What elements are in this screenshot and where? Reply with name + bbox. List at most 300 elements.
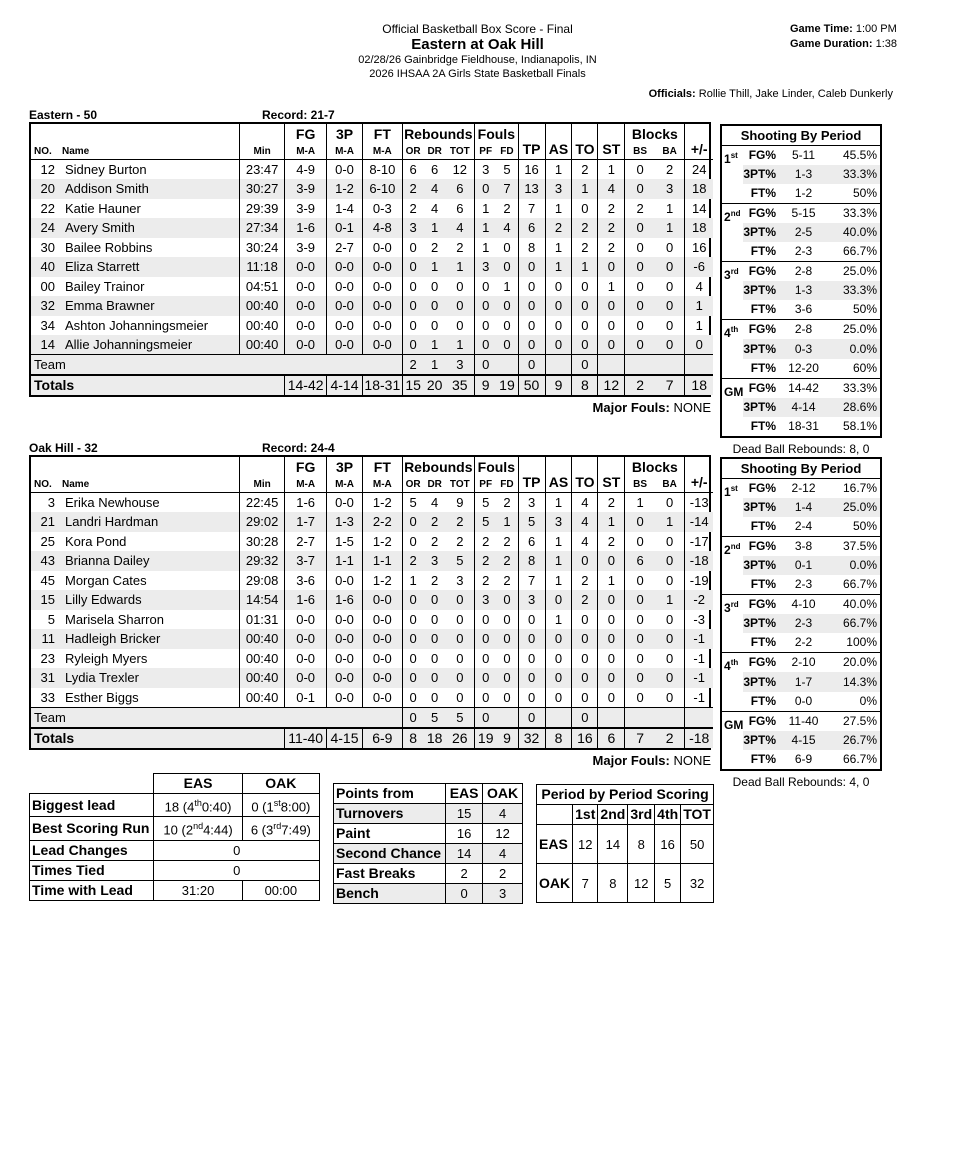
shooting-percent: 14.3%	[831, 672, 881, 691]
player-ba: 0	[655, 551, 685, 571]
player-fg: 2-7	[285, 532, 326, 552]
player-tp: 0	[518, 610, 545, 630]
points-from-oak-value: 4	[483, 844, 523, 864]
best-run-eas: 10 (2nd4:44)	[154, 817, 242, 840]
player-dr: 2	[431, 239, 439, 255]
player-as: 0	[545, 668, 572, 688]
totals-ba: 7	[655, 375, 685, 395]
col-3p-ma: M-A	[326, 144, 362, 160]
shooting-row	[721, 498, 881, 517]
lead-changes-value: 0	[154, 840, 320, 860]
shooting-period: 4th	[721, 653, 743, 711]
player-tot: 5	[446, 551, 475, 571]
player-no: 40	[31, 257, 59, 277]
shooting-row	[721, 398, 881, 417]
dead-ball-rebounds: Dead Ball Rebounds: 4, 0	[732, 774, 870, 789]
shooting-row	[721, 378, 881, 398]
player-or: 0	[402, 532, 424, 552]
col-ba: BA	[662, 479, 677, 490]
player-row	[31, 296, 713, 316]
player-pm: -17	[685, 532, 713, 552]
player-to: 0	[572, 688, 598, 708]
player-min: 04:51	[239, 277, 285, 297]
player-bs: 0	[625, 668, 655, 688]
shooting-row	[721, 417, 881, 437]
player-min: 00:40	[239, 296, 285, 316]
shooting-made-attempted: 1-4	[776, 498, 831, 517]
player-pf: 1	[475, 218, 497, 238]
shooting-title: Shooting By Period	[740, 460, 862, 476]
player-or: 0	[402, 668, 424, 688]
points-from-eas-value: 0	[446, 884, 483, 904]
team-row	[31, 707, 713, 728]
player-fg: 0-0	[285, 277, 326, 297]
totals-to: 8	[572, 375, 598, 395]
player-pf: 0	[475, 335, 497, 355]
col-fg-ma: M-A	[285, 144, 326, 160]
points-from-row	[334, 884, 523, 904]
player-tot: 2	[456, 533, 464, 549]
shooting-row	[721, 536, 881, 556]
player-st: 4	[598, 179, 625, 199]
player-to: 0	[572, 277, 598, 297]
player-pf: 0	[475, 277, 497, 297]
player-tot: 3	[456, 572, 464, 588]
shooting-by-period	[720, 124, 882, 438]
points-from-eas: EAS	[446, 784, 483, 804]
player-pf: 0	[475, 629, 497, 649]
player-name: Eliza Starrett	[59, 257, 239, 277]
report-subtitle: Official Basketball Box Score - Final	[382, 22, 573, 36]
totals-or: 8	[402, 728, 424, 748]
shooting-by-period	[720, 457, 882, 771]
totals-pf: 19	[475, 728, 497, 748]
shooting-stat: 3PT%	[743, 398, 776, 417]
shooting-row	[721, 750, 881, 770]
player-pm: -2	[685, 590, 713, 610]
player-ft: 0-0	[363, 688, 402, 708]
player-fg: 0-0	[285, 649, 326, 669]
player-tot: 1	[446, 335, 475, 355]
times-tied-label: Times Tied	[30, 860, 154, 880]
period-scoring-row	[537, 825, 714, 864]
player-to: 1	[572, 257, 598, 277]
player-p3: 0-0	[326, 160, 362, 180]
player-or: 0	[402, 277, 424, 297]
player-as: 3	[545, 512, 572, 532]
player-ft: 8-10	[363, 160, 402, 180]
player-ba: 0	[655, 629, 685, 649]
player-ft: 0-0	[363, 277, 402, 297]
player-tp: 7	[518, 571, 545, 591]
team-to: 0	[572, 355, 598, 376]
shooting-made-attempted: 2-10	[776, 653, 831, 673]
player-to: 0	[572, 296, 598, 316]
shooting-made-attempted: 5-15	[776, 203, 831, 223]
shooting-stat: FG%	[743, 262, 776, 282]
player-tp: 8	[518, 551, 545, 571]
shooting-row	[721, 653, 881, 673]
player-or: 0	[402, 512, 424, 532]
player-fg: 0-0	[285, 610, 326, 630]
player-ba: 0	[666, 689, 674, 705]
shooting-percent: 0%	[859, 693, 877, 708]
player-tp: 3	[518, 493, 545, 513]
shooting-row	[721, 633, 881, 653]
player-ft: 4-8	[363, 218, 402, 238]
player-pf: 0	[475, 179, 497, 199]
team-to: 0	[572, 707, 598, 728]
player-name: Landri Hardman	[59, 512, 239, 532]
col-blocks: Blocks	[625, 124, 685, 144]
player-tot: 0	[446, 668, 475, 688]
player-to: 0	[572, 199, 598, 219]
period-team: EAS	[537, 825, 573, 864]
player-p3: 0-0	[326, 688, 362, 708]
player-fg: 1-6	[285, 218, 326, 238]
player-name: Ashton Johanningsmeier	[64, 317, 209, 333]
shooting-row	[721, 184, 881, 204]
player-min: 00:40	[239, 668, 285, 688]
player-st: 0	[598, 590, 625, 610]
col-bs: BS	[625, 144, 655, 160]
col-as: AS	[545, 457, 572, 493]
shooting-row	[721, 339, 881, 358]
player-pm: -1	[685, 629, 713, 649]
game-title: Eastern at Oak Hill	[411, 36, 544, 53]
player-bs: 0	[625, 296, 655, 316]
shooting-percent: 33.3%	[831, 203, 881, 223]
player-p3: 0-0	[326, 296, 362, 316]
col-3p-ma: M-A	[326, 477, 362, 493]
player-or: 0	[402, 316, 424, 336]
player-ba: 1	[655, 218, 685, 238]
col-pf: PF	[475, 477, 497, 493]
shooting-stat: FT%	[750, 635, 777, 650]
player-tp: 0	[518, 335, 545, 355]
player-pf: 0	[475, 610, 497, 630]
player-pf: 0	[475, 688, 497, 708]
totals-tot: 26	[446, 728, 475, 748]
totals-as: 8	[545, 728, 572, 748]
player-ft: 1-2	[363, 571, 402, 591]
player-p3: 0-0	[326, 316, 362, 336]
player-fd: 4	[496, 218, 518, 238]
player-dr: 2	[431, 572, 439, 588]
player-row	[31, 668, 713, 688]
player-min: 27:34	[239, 218, 285, 238]
player-or: 0	[402, 296, 424, 316]
col-name: Name	[61, 479, 90, 490]
player-ft: 6-10	[363, 179, 402, 199]
shooting-percent: 66.7%	[842, 577, 877, 592]
shooting-made-attempted: 2-3	[794, 244, 813, 259]
shooting-stat: FG%	[743, 536, 776, 556]
shooting-percent: 66.7%	[831, 614, 881, 633]
totals-pm: 18	[685, 375, 713, 395]
player-ba: 0	[655, 257, 685, 277]
shooting-row	[721, 145, 881, 165]
shooting-percent: 25.0%	[831, 262, 881, 282]
player-fd: 0	[503, 239, 511, 255]
player-p3: 1-5	[326, 532, 362, 552]
shooting-period: 2nd	[721, 536, 743, 594]
player-pf: 0	[475, 649, 497, 669]
player-st: 0	[598, 296, 625, 316]
player-pm: -1	[685, 668, 713, 688]
col-fg-ma: M-A	[285, 477, 326, 493]
player-or: 2	[402, 551, 424, 571]
totals-label: Totals	[31, 375, 239, 395]
player-min: 00:40	[239, 316, 285, 336]
player-as: 1	[545, 610, 572, 630]
totals-dr: 20	[424, 375, 446, 395]
team-tot: 3	[446, 355, 475, 376]
team-or: 2	[402, 355, 424, 376]
shooting-made-attempted: 2-4	[794, 518, 813, 533]
player-row	[31, 335, 713, 355]
col-pf: PF	[475, 144, 497, 160]
period-score: 32	[681, 864, 714, 903]
points-from-category: Paint	[334, 824, 446, 844]
points-from-oak-value: 4	[483, 804, 523, 824]
player-name: Esther Biggs	[64, 689, 139, 705]
player-fg: 1-6	[285, 590, 326, 610]
player-to: 0	[572, 668, 598, 688]
player-p3: 0-0	[326, 610, 362, 630]
player-fg: 3-9	[285, 179, 326, 199]
game-summary	[29, 773, 320, 901]
shooting-percent: 58.1%	[842, 418, 877, 433]
player-ba: 0	[666, 495, 674, 510]
totals-row	[31, 375, 713, 395]
player-row	[31, 649, 713, 669]
player-dr: 0	[431, 689, 439, 705]
totals-st: 12	[598, 375, 625, 395]
shooting-made-attempted: 2-3	[776, 614, 831, 633]
player-as: 2	[545, 218, 572, 238]
period-score: 8	[628, 825, 655, 864]
player-ba: 0	[666, 650, 674, 666]
player-min: 01:31	[239, 610, 285, 630]
points-from-row	[334, 824, 523, 844]
player-row	[31, 629, 713, 649]
player-st: 1	[598, 277, 625, 297]
player-p3: 1-4	[326, 199, 362, 219]
shooting-row	[721, 320, 881, 340]
col-tot: TOT	[449, 146, 470, 157]
shooting-made-attempted: 3-6	[794, 302, 813, 317]
player-row	[31, 199, 713, 219]
player-as: 1	[545, 160, 572, 180]
player-pm: -6	[685, 257, 713, 277]
player-bs: 0	[625, 610, 655, 630]
period-col-header: 3rd	[628, 805, 655, 825]
shooting-row	[721, 556, 881, 575]
team-record: Record: 21-7	[262, 108, 335, 122]
player-name: Morgan Cates	[64, 572, 147, 588]
col-rebounds: Rebounds	[402, 457, 475, 477]
totals-bs: 7	[625, 728, 655, 748]
team-tp: 0	[518, 355, 545, 376]
shooting-row	[721, 517, 881, 537]
player-pm: -19	[685, 571, 713, 591]
player-st: 0	[598, 257, 625, 277]
game-duration-label: Game Duration:	[790, 38, 873, 50]
totals-ft: 18-31	[364, 377, 401, 393]
shooting-period: GM	[721, 378, 743, 437]
player-name: Allie Johanningsmeier	[59, 335, 239, 355]
player-ba: 0	[666, 278, 674, 294]
shooting-percent: 20.0%	[831, 653, 881, 673]
shooting-made-attempted: 2-5	[776, 223, 831, 242]
player-fd: 2	[503, 200, 511, 216]
player-dr: 0	[431, 278, 439, 294]
shooting-stat: FT%	[750, 185, 777, 200]
shooting-stat: FG%	[743, 711, 776, 731]
period-score: 12	[628, 864, 655, 903]
player-tot: 6	[456, 200, 464, 216]
player-bs: 0	[625, 335, 655, 355]
player-ft: 2-2	[363, 512, 402, 532]
period-col-header: 1st	[573, 805, 598, 825]
player-ft: 0-3	[363, 199, 402, 219]
totals-fg: 14-42	[285, 375, 326, 395]
col-tp: TP	[518, 124, 545, 160]
player-p3: 0-0	[326, 493, 362, 513]
period-col-header: 2nd	[598, 805, 628, 825]
player-st: 0	[598, 649, 625, 669]
player-tp: 16	[518, 160, 545, 180]
shooting-title: Shooting By Period	[740, 127, 862, 143]
player-or: 3	[402, 218, 424, 238]
player-st: 0	[598, 629, 625, 649]
player-fg: 0-1	[285, 688, 326, 708]
col-ba: BA	[662, 146, 677, 157]
player-min: 29:02	[239, 512, 285, 532]
totals-pf: 9	[475, 375, 497, 395]
player-pm: -18	[685, 551, 713, 571]
col-bs: BS	[625, 477, 655, 493]
player-to: 4	[572, 493, 598, 513]
period-score: 50	[681, 825, 714, 864]
player-to: 0	[572, 551, 598, 571]
player-no: 12	[40, 162, 55, 177]
player-no: 43	[31, 551, 59, 571]
player-row	[31, 277, 713, 297]
player-min: 30:28	[239, 532, 285, 552]
player-bs: 0	[625, 649, 655, 669]
player-no: 14	[31, 335, 59, 355]
best-run-label: Best Scoring Run	[30, 817, 154, 840]
player-ba: 0	[666, 239, 674, 255]
player-min: 29:32	[239, 551, 285, 571]
player-name: Bailee Robbins	[64, 239, 153, 255]
player-tp: 0	[518, 316, 545, 336]
player-pf: 0	[475, 316, 497, 336]
col-rebounds: Rebounds	[402, 124, 475, 144]
period-col-header: TOT	[681, 805, 714, 825]
col-or: OR	[402, 477, 424, 493]
player-no: 34	[40, 317, 55, 333]
player-row	[31, 532, 713, 552]
shooting-period: 2nd	[721, 203, 743, 261]
totals-tot: 35	[446, 375, 475, 395]
period-score: 7	[573, 864, 598, 903]
player-tp: 8	[518, 238, 545, 258]
player-name: Lilly Edwards	[59, 590, 239, 610]
player-fd: 0	[496, 629, 518, 649]
shooting-period: 1st	[721, 478, 743, 536]
shooting-stat: 3PT%	[743, 498, 776, 517]
player-p3: 2-7	[326, 238, 362, 258]
player-dr: 3	[424, 551, 446, 571]
player-as: 1	[545, 199, 572, 219]
shooting-row	[721, 575, 881, 595]
player-name: Avery Smith	[59, 218, 239, 238]
shooting-percent: 50%	[852, 518, 877, 533]
team-or: 0	[402, 707, 424, 728]
player-pf: 0	[475, 296, 497, 316]
points-from-eas-value: 2	[446, 864, 483, 884]
totals-fd: 9	[496, 728, 518, 748]
player-ba: 0	[655, 668, 685, 688]
player-to: 1	[572, 179, 598, 199]
player-no: 15	[31, 590, 59, 610]
player-dr: 2	[424, 512, 446, 532]
summary-oak-header: OAK	[242, 774, 319, 794]
player-bs: 0	[625, 629, 655, 649]
col-plus-minus: +/-	[685, 457, 713, 493]
shooting-made-attempted: 0-0	[794, 693, 813, 708]
player-fd: 1	[503, 278, 511, 294]
player-as: 1	[545, 493, 572, 513]
shooting-stat: FG%	[743, 653, 776, 673]
shooting-row	[721, 223, 881, 242]
date-venue: 02/28/26 Gainbridge Fieldhouse, Indianapolis, IN	[358, 54, 597, 66]
player-fg: 1-7	[285, 512, 326, 532]
player-row	[31, 179, 713, 199]
player-p3: 0-0	[326, 335, 362, 355]
player-ba: 1	[655, 512, 685, 532]
col-st: ST	[598, 124, 625, 160]
player-tp: 0	[518, 688, 545, 708]
player-bs: 0	[625, 532, 655, 552]
player-min: 30:27	[239, 179, 285, 199]
totals-3p: 4-14	[326, 375, 362, 395]
period-score: 8	[598, 864, 628, 903]
player-fg: 3-6	[285, 571, 326, 591]
player-to: 4	[572, 512, 598, 532]
player-no: 21	[31, 512, 59, 532]
player-st: 0	[598, 688, 625, 708]
player-ft: 1-1	[363, 551, 402, 571]
player-tp: 7	[518, 199, 545, 219]
player-fd: 0	[496, 590, 518, 610]
player-to: 2	[572, 571, 598, 591]
biggest-lead-oak: 0 (1st8:00)	[242, 794, 319, 817]
player-dr: 4	[431, 495, 439, 510]
period-scoring-row	[537, 864, 714, 903]
col-fouls: Fouls	[475, 457, 519, 477]
totals-st: 6	[598, 728, 625, 748]
totals-dr: 18	[424, 728, 446, 748]
player-no: 3	[47, 495, 55, 510]
player-tot: 12	[452, 162, 468, 177]
player-name: Marisela Sharron	[64, 611, 164, 627]
player-ft: 0-0	[363, 238, 402, 258]
player-bs: 0	[625, 316, 655, 336]
